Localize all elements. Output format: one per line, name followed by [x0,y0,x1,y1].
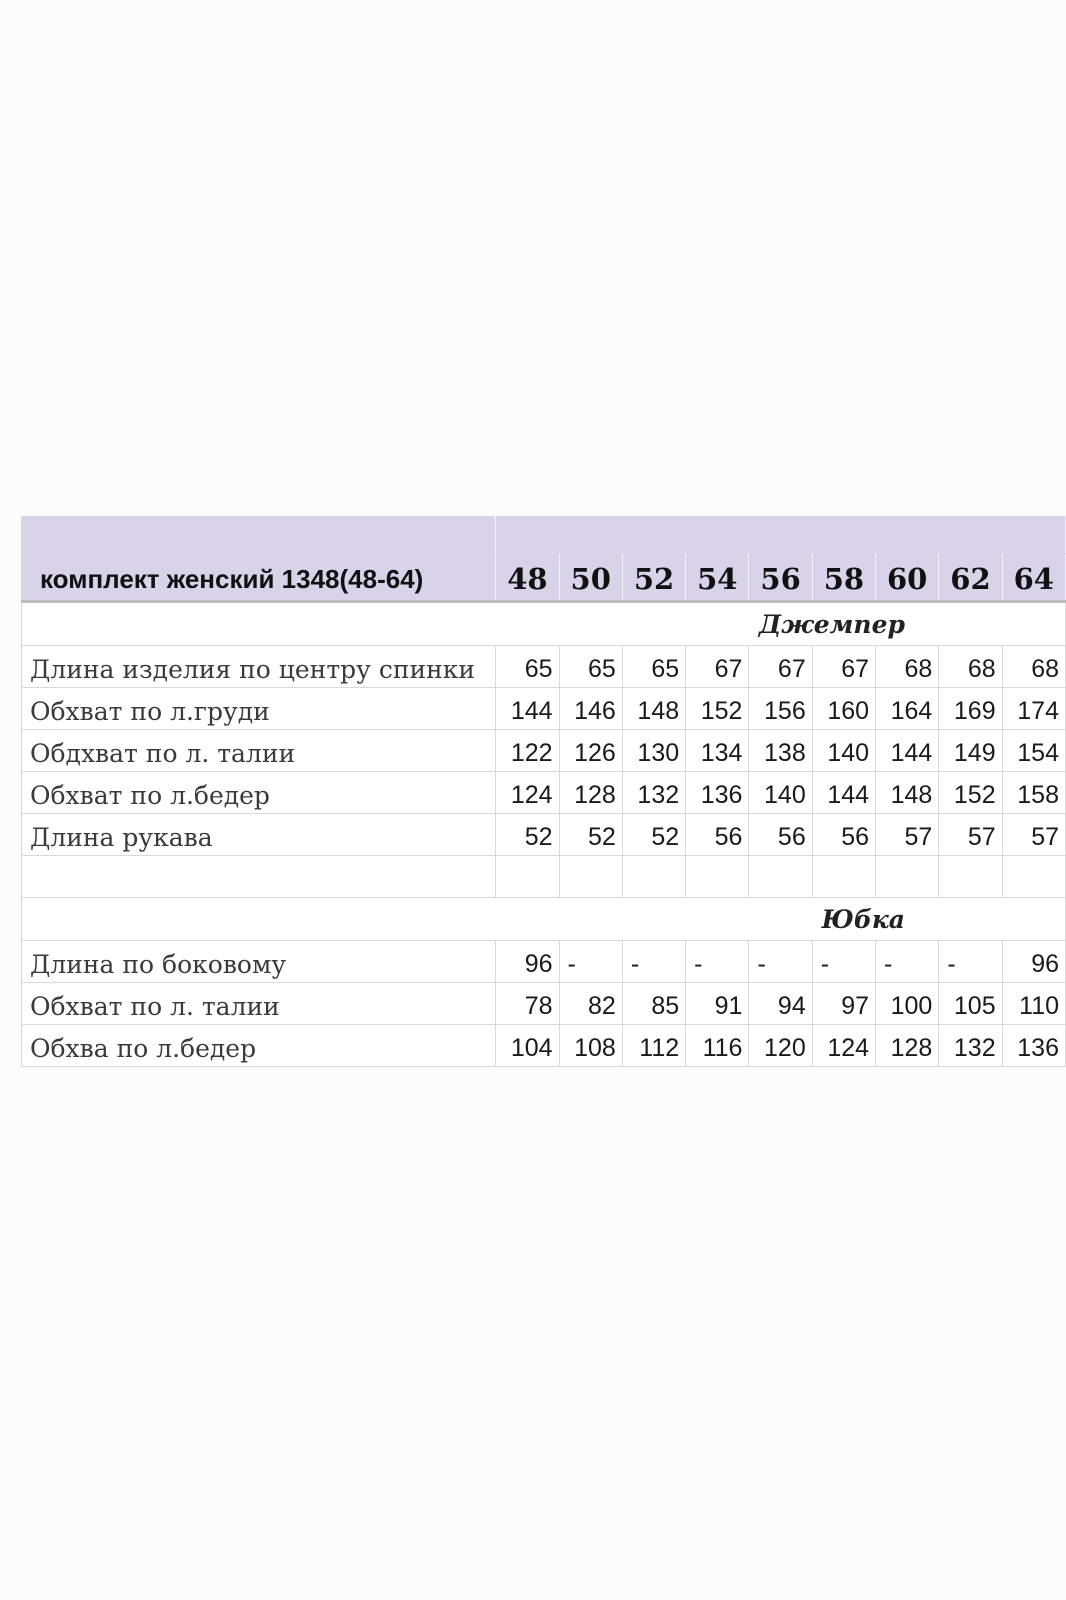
value-cell [812,814,875,856]
measurement-value: 108 [574,1034,616,1062]
measurement-value: 91 [714,992,743,1020]
measurement-value: 67 [841,655,870,683]
measurement-value: 136 [1017,1034,1059,1062]
measurement-value: 138 [764,739,806,767]
table-row [22,730,1066,772]
value-cell [876,772,939,814]
size-chart-table [21,516,1066,1067]
measurement-value: 57 [967,823,996,851]
measurement-value: 164 [890,697,933,725]
measurement-value: 146 [574,697,616,725]
measurement-label-cell [22,688,496,730]
measurement-value: 152 [953,781,996,809]
measurement-label-cell [22,1025,496,1067]
value-cell [686,646,749,688]
size-header-cell [686,554,749,602]
header-top-band [22,517,1066,554]
value-cell [749,1025,812,1067]
measurement-value: 94 [777,992,806,1020]
size-header-cell [1002,554,1065,602]
value-cell [749,688,812,730]
header-title-cell [22,554,496,602]
value-cell [559,688,622,730]
measurement-value: 134 [700,739,743,767]
measurement-value: 144 [510,697,553,725]
measurement-label: Длина рукава [30,823,213,852]
value-cell [876,814,939,856]
measurement-value: 174 [1017,697,1059,725]
table-title: комплект женский 1348(48-64) [40,564,424,594]
measurement-value: 128 [890,1034,933,1062]
value-cell [812,983,875,1025]
value-cell [559,814,622,856]
measurement-value: 67 [777,655,806,683]
value-cell [1002,983,1065,1025]
measurement-label: Обдхват по л. талии [30,739,296,768]
measurement-value: 56 [841,823,870,851]
measurement-value: 116 [702,1034,743,1062]
table-row [22,941,1066,983]
measurement-value: 154 [1017,739,1059,767]
measurement-value: 100 [890,992,933,1020]
value-cell [749,941,812,983]
measurement-value: 56 [714,823,743,851]
value-cell [622,941,685,983]
value-cell [559,772,622,814]
value-cell [939,814,1002,856]
value-cell [622,1025,685,1067]
value-cell [496,983,559,1025]
measurement-value: 126 [574,739,616,767]
measurement-value: 148 [637,697,680,725]
size-header: 64 [1013,562,1054,596]
measurement-label: Обхва по л.бедер [30,1034,257,1063]
value-cell [876,688,939,730]
measurement-label-cell [22,730,496,772]
measurement-label-cell [22,814,496,856]
empty-cell [496,856,559,898]
header-top-cell [22,517,496,554]
value-cell [496,941,559,983]
value-cell [496,688,559,730]
measurement-value: 65 [524,655,553,683]
measurement-value: 68 [1031,655,1059,683]
value-cell [686,814,749,856]
value-cell [559,941,622,983]
measurement-value: 85 [651,992,680,1020]
empty-cell [812,856,875,898]
measurement-value: 144 [890,739,933,767]
measurement-value: 104 [510,1034,553,1062]
measurement-value: 78 [524,992,553,1020]
value-cell [939,1025,1002,1067]
measurement-value: 160 [827,697,870,725]
value-cell [686,772,749,814]
measurement-value: 57 [1031,823,1059,851]
section-header-row [22,602,1066,646]
value-cell [1002,1025,1065,1067]
value-cell [496,772,559,814]
value-cell [622,814,685,856]
value-cell [749,814,812,856]
value-cell [686,730,749,772]
table-row [22,772,1066,814]
value-cell [749,983,812,1025]
measurement-value: - [820,950,830,978]
value-cell [812,730,875,772]
value-cell [812,772,875,814]
table-row [22,814,1066,856]
empty-cell [939,856,1002,898]
measurement-value: 148 [890,781,933,809]
measurement-value: 158 [1017,781,1059,809]
value-cell [496,1025,559,1067]
value-cell [876,730,939,772]
size-header: 52 [633,562,675,596]
measurement-value: - [630,950,640,978]
measurement-value: 96 [1031,950,1059,978]
section-header-row [22,898,1066,941]
value-cell [812,646,875,688]
value-cell [622,772,685,814]
value-cell [939,730,1002,772]
section-title: Джемпер [758,609,905,639]
value-cell [876,941,939,983]
value-cell [622,730,685,772]
measurement-value: 112 [639,1034,680,1062]
measurement-value: 124 [510,781,553,809]
measurement-label-cell [22,983,496,1025]
size-header-cell [812,554,875,602]
size-header: 54 [697,562,738,596]
blank-row [22,856,1066,898]
measurement-value: - [884,950,893,978]
measurement-value: - [947,950,956,978]
size-header-cell [559,554,622,602]
value-cell [496,730,559,772]
measurement-label-cell [22,646,496,688]
measurement-value: 56 [777,823,806,851]
measurement-value: 105 [953,992,996,1020]
size-header: 56 [760,562,801,596]
measurement-value: 156 [764,697,806,725]
value-cell [939,646,1002,688]
measurement-label-cell [22,772,496,814]
value-cell [686,1025,749,1067]
measurement-label: Длина изделия по центру спинки [30,655,476,684]
measurement-value: 169 [953,697,996,725]
empty-cell [622,856,685,898]
value-cell [876,1025,939,1067]
value-cell [686,983,749,1025]
measurement-value: 122 [510,739,553,767]
value-cell [1002,646,1065,688]
measurement-value: 110 [1019,992,1059,1020]
value-cell [749,646,812,688]
measurement-value: 68 [967,655,996,683]
table-row [22,983,1066,1025]
value-cell [812,1025,875,1067]
measurement-label: Обхват по л.груди [30,697,270,726]
value-cell [686,688,749,730]
value-cell [622,983,685,1025]
size-chart-body [22,517,1066,1067]
value-cell [559,1025,622,1067]
measurement-value: 152 [700,697,743,725]
section-header-cell [22,898,1066,941]
value-cell [749,772,812,814]
measurement-value: 97 [841,992,870,1020]
size-header: 60 [887,562,928,596]
measurement-value: 130 [637,739,680,767]
value-cell [876,646,939,688]
empty-cell [22,856,496,898]
table-row [22,688,1066,730]
empty-cell [876,856,939,898]
value-cell [1002,772,1065,814]
size-header-cell [876,554,939,602]
measurement-value: - [694,950,703,978]
size-chart-sheet [21,516,1066,1067]
measurement-value: - [567,950,576,978]
size-header-cell [939,554,1002,602]
measurement-value: - [757,950,766,978]
measurement-label: Обхват по л.бедер [30,781,270,810]
value-cell [559,646,622,688]
measurement-label-cell [22,941,496,983]
size-header-cell [496,554,559,602]
value-cell [939,772,1002,814]
measurement-value: 52 [524,823,553,851]
value-cell [939,941,1002,983]
measurement-value: 67 [714,655,743,683]
measurement-label: Длина по боковому [30,950,287,979]
measurement-label: Обхват по л. талии [30,992,280,1021]
value-cell [749,730,812,772]
measurement-value: 140 [827,739,870,767]
measurement-value: 132 [953,1034,996,1062]
section-header-cell [22,602,1066,646]
measurement-value: 128 [574,781,616,809]
value-cell [939,688,1002,730]
size-header: 62 [950,562,991,596]
value-cell [1002,688,1065,730]
measurement-value: 57 [904,823,933,851]
measurement-value: 140 [764,781,806,809]
empty-cell [749,856,812,898]
measurement-value: 96 [524,950,553,978]
table-row [22,646,1066,688]
size-header: 50 [570,562,611,596]
value-cell [496,646,559,688]
measurement-value: 120 [764,1034,806,1062]
section-title: Юбка [821,904,905,934]
value-cell [1002,814,1065,856]
measurement-value: 68 [904,655,933,683]
value-cell [686,941,749,983]
size-header: 58 [823,562,865,596]
value-cell [496,814,559,856]
table-row [22,1025,1066,1067]
measurement-value: 149 [953,739,996,767]
value-cell [622,646,685,688]
value-cell [559,983,622,1025]
measurement-value: 144 [827,781,870,809]
size-header: 48 [507,562,548,596]
measurement-value: 136 [700,781,743,809]
empty-cell [1002,856,1065,898]
measurement-value: 65 [651,655,680,683]
value-cell [876,983,939,1025]
value-cell [812,688,875,730]
measurement-value: 52 [651,823,680,851]
empty-cell [559,856,622,898]
measurement-value: 82 [588,992,616,1020]
measurement-value: 132 [637,781,680,809]
size-header-cell [749,554,812,602]
value-cell [1002,941,1065,983]
header-row [22,554,1066,602]
value-cell [1002,730,1065,772]
size-header-cell [622,554,685,602]
value-cell [939,983,1002,1025]
header-top-cell [496,517,1066,554]
value-cell [622,688,685,730]
value-cell [812,941,875,983]
measurement-value: 52 [588,823,616,851]
empty-cell [686,856,749,898]
value-cell [559,730,622,772]
measurement-value: 65 [588,655,616,683]
measurement-value: 124 [827,1034,870,1062]
